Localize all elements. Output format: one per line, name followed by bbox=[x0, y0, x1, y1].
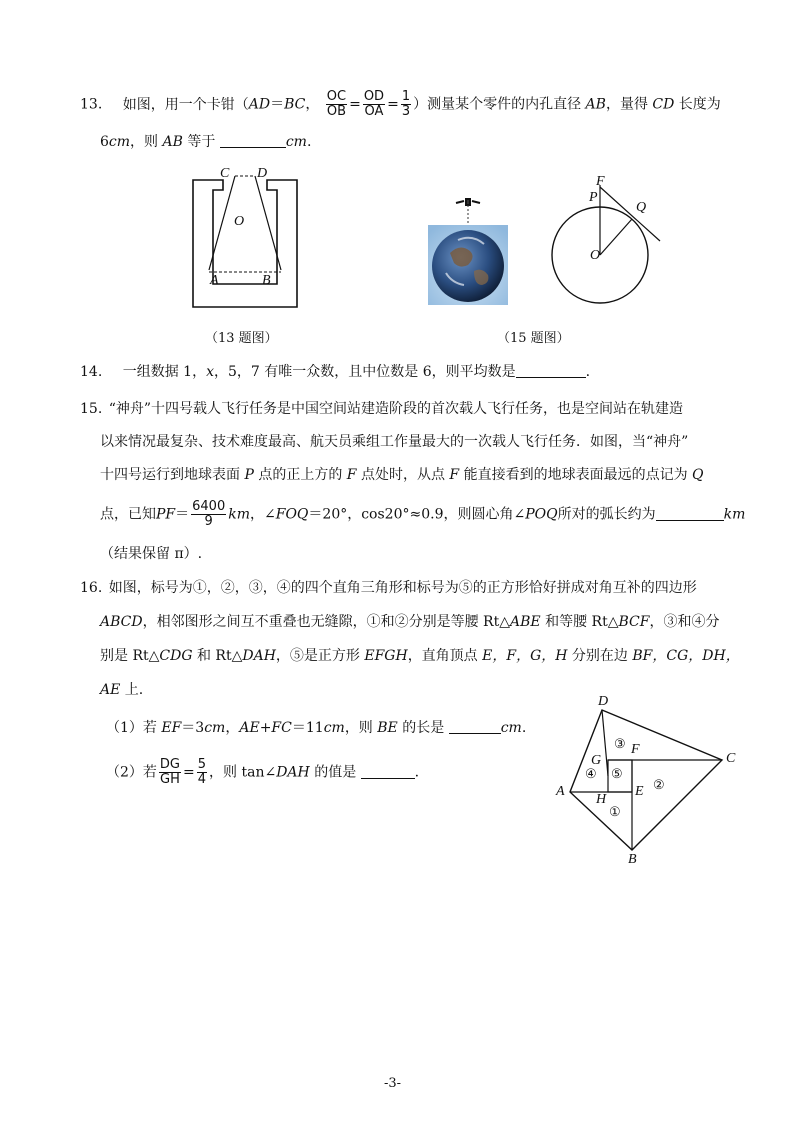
fig16-mark-5: ⑤ bbox=[611, 767, 623, 782]
fig13-label-o: O bbox=[234, 214, 245, 229]
fraction-one-third: $\frac{1}{3}$ bbox=[401, 89, 411, 119]
fraction-6400-9: $\frac{6400}{9}$ bbox=[192, 499, 226, 529]
spacecraft-icon bbox=[456, 199, 480, 205]
caliper-outline bbox=[193, 180, 297, 307]
fraction-dg-gh: $\frac{DG}{GH}$ bbox=[159, 757, 181, 787]
q15-answer-blank[interactable] bbox=[656, 506, 724, 521]
earth-photo bbox=[428, 195, 508, 305]
q16-sub1: （1）若 EF＝3cm，AE+FC＝11cm，则 BE 的长是 cm. bbox=[106, 720, 527, 736]
q15-number: 15. bbox=[80, 401, 103, 417]
fig16-label-h: H bbox=[596, 792, 607, 807]
fig13-label-b: B bbox=[262, 273, 271, 288]
fig13-caption: （13 题图） bbox=[205, 331, 278, 346]
q15-line5: （结果保留 π）. bbox=[100, 546, 203, 562]
q14-answer-blank[interactable] bbox=[516, 363, 586, 378]
radius-oq bbox=[600, 219, 632, 255]
figure-15-circle bbox=[550, 175, 680, 305]
fig16-label-g: G bbox=[591, 753, 602, 768]
q16-number: 16. bbox=[80, 580, 103, 596]
fig15-label-o: O bbox=[590, 248, 601, 263]
q16-line2: ABCD，相邻图形之间互不重叠也无缝隙，①和②分别是等腰 Rt△ABE 和等腰 Rt△BCF，③和④分 bbox=[100, 614, 720, 630]
fig16-mark-3: ③ bbox=[614, 737, 626, 752]
fig16-label-b: B bbox=[628, 852, 637, 867]
fig16-mark-4: ④ bbox=[585, 767, 597, 782]
q16-line3: 别是 Rt△CDG 和 Rt△DAH，⑤是正方形 EFGH，直角顶点 E，F，G，H 分别在边 BF，CG，DH， bbox=[100, 648, 740, 664]
q13-line1: 13. 如图，用一个卡钳（AD＝BC， $\frac{OC}{OB}$ = $\frac{OD}{OA}$ = $\frac{1}{3}$ ）测量某个零件的内孔直径 AB，量得 CD 长度为 bbox=[80, 89, 721, 119]
q14-line: 14. 一组数据 1，x，5，7 有唯一众数，且中位数是 6，则平均数是 . bbox=[80, 364, 591, 380]
fig16-label-a: A bbox=[556, 784, 565, 799]
fig15-label-p: P bbox=[589, 190, 598, 205]
tangent-line bbox=[600, 187, 660, 241]
fraction-od-oa: $\frac{OD}{OA}$ bbox=[363, 89, 385, 119]
fig16-mark-2: ② bbox=[653, 778, 665, 793]
q13-answer-blank[interactable] bbox=[220, 133, 286, 148]
figure-16-quadrilateral bbox=[560, 700, 740, 870]
earth-globe bbox=[432, 230, 504, 302]
fig15-label-f: F bbox=[596, 174, 605, 189]
page-number: -3- bbox=[384, 1076, 402, 1091]
figure-13-caliper bbox=[185, 162, 305, 312]
fig16-label-e: E bbox=[635, 784, 644, 799]
q16-part2-answer-blank[interactable] bbox=[361, 764, 415, 779]
fig16-mark-1: ① bbox=[609, 805, 621, 820]
fig16-label-c: C bbox=[726, 751, 736, 766]
q16-line4: AE 上. bbox=[100, 682, 144, 698]
q15-line1: 15. “神舟”十四号载人飞行任务是中国空间站建造阶段的首次载人飞行任务，也是空间站在轨建造 bbox=[80, 401, 684, 417]
fraction-oc-ob: $\frac{OC}{OB}$ bbox=[326, 89, 347, 119]
q15-line4: 点，已知PF＝ $\frac{6400}{9}$ km，∠FOQ＝20°，cos20°≈0.9，则圆心角∠POQ所对的弧长约为 km bbox=[100, 499, 746, 529]
q13-number: 13. bbox=[80, 96, 103, 113]
q15-line3: 十四号运行到地球表面 P 点的正上方的 F 点处时，从点 F 能直接看到的地球表面最远的点记为 Q bbox=[100, 467, 704, 483]
fig16-label-d: D bbox=[598, 694, 609, 709]
q15-line2: 以来情况最复杂、技术难度最高、航天员乘组工作量最大的一次载人飞行任务．如图，当“神舟” bbox=[100, 434, 689, 450]
q13-line2: 6cm，则 AB 等于 cm. bbox=[100, 134, 312, 150]
q16-line1: 16. 如图，标号为①，②，③，④的四个直角三角形和标号为⑤的正方形恰好拼成对角互补的四边形 bbox=[80, 580, 697, 596]
q16-part1-answer-blank[interactable] bbox=[449, 719, 501, 734]
q16-sub2: （2）若 $\frac{DG}{GH}$ = $\frac{5}{4}$ ，则 tan∠DAH 的值是 . bbox=[106, 757, 420, 787]
fig13-label-c: C bbox=[220, 166, 230, 181]
q14-number: 14. bbox=[80, 364, 103, 380]
fraction-5-4: $\frac{5}{4}$ bbox=[197, 757, 207, 787]
fig15-label-q: Q bbox=[636, 200, 647, 215]
fig16-label-f: F bbox=[631, 742, 640, 757]
fig13-label-d: D bbox=[257, 166, 268, 181]
fig15-caption: （15 题图） bbox=[497, 331, 570, 346]
fig13-label-a: A bbox=[210, 273, 219, 288]
